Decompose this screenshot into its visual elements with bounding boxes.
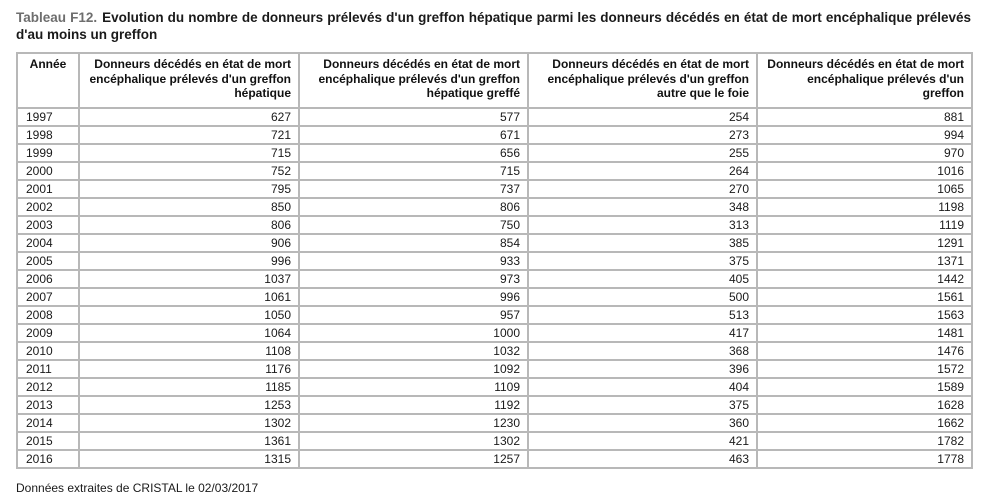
- value-cell: 1108: [79, 342, 299, 360]
- column-header-greffon-hepatique-greffe: Donneurs décédés en état de mort encéphalique prélevés d'un greffon hépatique greffé: [299, 53, 528, 108]
- value-cell: 1561: [757, 288, 972, 306]
- value-cell: 348: [528, 198, 757, 216]
- value-cell: 1065: [757, 180, 972, 198]
- year-cell: 2004: [17, 234, 79, 252]
- value-cell: 1000: [299, 324, 528, 342]
- year-cell: 2007: [17, 288, 79, 306]
- value-cell: 1061: [79, 288, 299, 306]
- value-cell: 1662: [757, 414, 972, 432]
- table-row: [17, 414, 972, 432]
- value-cell: 806: [299, 198, 528, 216]
- table-caption: [16, 9, 971, 43]
- value-cell: 1481: [757, 324, 972, 342]
- value-cell: 737: [299, 180, 528, 198]
- table-row: [17, 216, 972, 234]
- value-cell: 417: [528, 324, 757, 342]
- value-cell: 375: [528, 252, 757, 270]
- value-cell: 715: [79, 144, 299, 162]
- year-cell: 2016: [17, 450, 79, 468]
- value-cell: 715: [299, 162, 528, 180]
- value-cell: 270: [528, 180, 757, 198]
- value-cell: 1302: [299, 432, 528, 450]
- table-row: [17, 162, 972, 180]
- value-cell: 1257: [299, 450, 528, 468]
- value-cell: 513: [528, 306, 757, 324]
- year-cell: 2012: [17, 378, 79, 396]
- value-cell: 957: [299, 306, 528, 324]
- value-cell: 750: [299, 216, 528, 234]
- table-row: [17, 324, 972, 342]
- year-cell: 2005: [17, 252, 79, 270]
- table-row: [17, 252, 972, 270]
- value-cell: 264: [528, 162, 757, 180]
- value-cell: 1589: [757, 378, 972, 396]
- value-cell: 1092: [299, 360, 528, 378]
- value-cell: 1198: [757, 198, 972, 216]
- year-cell: 1998: [17, 126, 79, 144]
- value-cell: 1572: [757, 360, 972, 378]
- value-cell: 254: [528, 108, 757, 126]
- value-cell: 996: [79, 252, 299, 270]
- table-row: [17, 234, 972, 252]
- column-header-greffon-autre-que-foie: Donneurs décédés en état de mort encéphalique prélevés d'un greffon autre que le foie: [528, 53, 757, 108]
- year-cell: 2011: [17, 360, 79, 378]
- table-row: [17, 306, 972, 324]
- table-row: [17, 360, 972, 378]
- value-cell: 970: [757, 144, 972, 162]
- year-cell: 1999: [17, 144, 79, 162]
- source-note: Données extraites de CRISTAL le 02/03/2017: [16, 481, 259, 495]
- value-cell: 368: [528, 342, 757, 360]
- value-cell: 1109: [299, 378, 528, 396]
- year-cell: 1997: [17, 108, 79, 126]
- column-header-greffon: Donneurs décédés en état de mort encéphalique prélevés d'un greffon: [757, 53, 972, 108]
- value-cell: 752: [79, 162, 299, 180]
- value-cell: 1230: [299, 414, 528, 432]
- year-cell: 2014: [17, 414, 79, 432]
- value-cell: 627: [79, 108, 299, 126]
- header-row: [17, 53, 972, 108]
- value-cell: 1563: [757, 306, 972, 324]
- value-cell: 1782: [757, 432, 972, 450]
- value-cell: 375: [528, 396, 757, 414]
- value-cell: 1628: [757, 396, 972, 414]
- table-row: [17, 126, 972, 144]
- table-header: [17, 53, 972, 108]
- value-cell: 255: [528, 144, 757, 162]
- value-cell: 1778: [757, 450, 972, 468]
- value-cell: 806: [79, 216, 299, 234]
- value-cell: 1050: [79, 306, 299, 324]
- year-cell: 2006: [17, 270, 79, 288]
- table-body: [17, 108, 972, 468]
- value-cell: 1371: [757, 252, 972, 270]
- column-header-annee: Année: [17, 53, 79, 108]
- year-cell: 2008: [17, 306, 79, 324]
- value-cell: 1032: [299, 342, 528, 360]
- table-row: [17, 342, 972, 360]
- value-cell: 385: [528, 234, 757, 252]
- value-cell: 933: [299, 252, 528, 270]
- value-cell: 1253: [79, 396, 299, 414]
- value-cell: 1361: [79, 432, 299, 450]
- year-cell: 2000: [17, 162, 79, 180]
- table-row: [17, 450, 972, 468]
- table-row: [17, 396, 972, 414]
- value-cell: 1315: [79, 450, 299, 468]
- value-cell: 577: [299, 108, 528, 126]
- value-cell: 396: [528, 360, 757, 378]
- value-cell: 973: [299, 270, 528, 288]
- value-cell: 1119: [757, 216, 972, 234]
- value-cell: 1442: [757, 270, 972, 288]
- value-cell: 795: [79, 180, 299, 198]
- value-cell: 881: [757, 108, 972, 126]
- year-cell: 2003: [17, 216, 79, 234]
- value-cell: 1185: [79, 378, 299, 396]
- value-cell: 854: [299, 234, 528, 252]
- year-cell: 2001: [17, 180, 79, 198]
- value-cell: 463: [528, 450, 757, 468]
- year-cell: 2010: [17, 342, 79, 360]
- year-cell: 2015: [17, 432, 79, 450]
- data-table: [16, 52, 973, 469]
- value-cell: 1291: [757, 234, 972, 252]
- value-cell: 721: [79, 126, 299, 144]
- value-cell: 671: [299, 126, 528, 144]
- year-cell: 2013: [17, 396, 79, 414]
- value-cell: 421: [528, 432, 757, 450]
- value-cell: 500: [528, 288, 757, 306]
- value-cell: 994: [757, 126, 972, 144]
- value-cell: 313: [528, 216, 757, 234]
- table-row: [17, 198, 972, 216]
- table-row: [17, 432, 972, 450]
- year-cell: 2009: [17, 324, 79, 342]
- value-cell: 656: [299, 144, 528, 162]
- value-cell: 1302: [79, 414, 299, 432]
- value-cell: 1037: [79, 270, 299, 288]
- value-cell: 1476: [757, 342, 972, 360]
- year-cell: 2002: [17, 198, 79, 216]
- value-cell: 1176: [79, 360, 299, 378]
- column-header-greffon-hepatique: Donneurs décédés en état de mort encéphalique prélevés d'un greffon hépatique: [79, 53, 299, 108]
- table-row: [17, 180, 972, 198]
- value-cell: 404: [528, 378, 757, 396]
- table-row: [17, 378, 972, 396]
- table-row: [17, 144, 972, 162]
- value-cell: 850: [79, 198, 299, 216]
- value-cell: 996: [299, 288, 528, 306]
- table-row: [17, 270, 972, 288]
- value-cell: 906: [79, 234, 299, 252]
- table-row: [17, 288, 972, 306]
- table-caption-number: Tableau F12.: [16, 10, 98, 25]
- value-cell: 1016: [757, 162, 972, 180]
- value-cell: 1064: [79, 324, 299, 342]
- value-cell: 273: [528, 126, 757, 144]
- table-caption-text: Evolution du nombre de donneurs prélevés d'un greffon hépatique parmi les donneurs décédés en état de mort encéphalique prélevés d'au moins un greffon: [16, 10, 971, 42]
- value-cell: 360: [528, 414, 757, 432]
- table-row: [17, 108, 972, 126]
- value-cell: 405: [528, 270, 757, 288]
- value-cell: 1192: [299, 396, 528, 414]
